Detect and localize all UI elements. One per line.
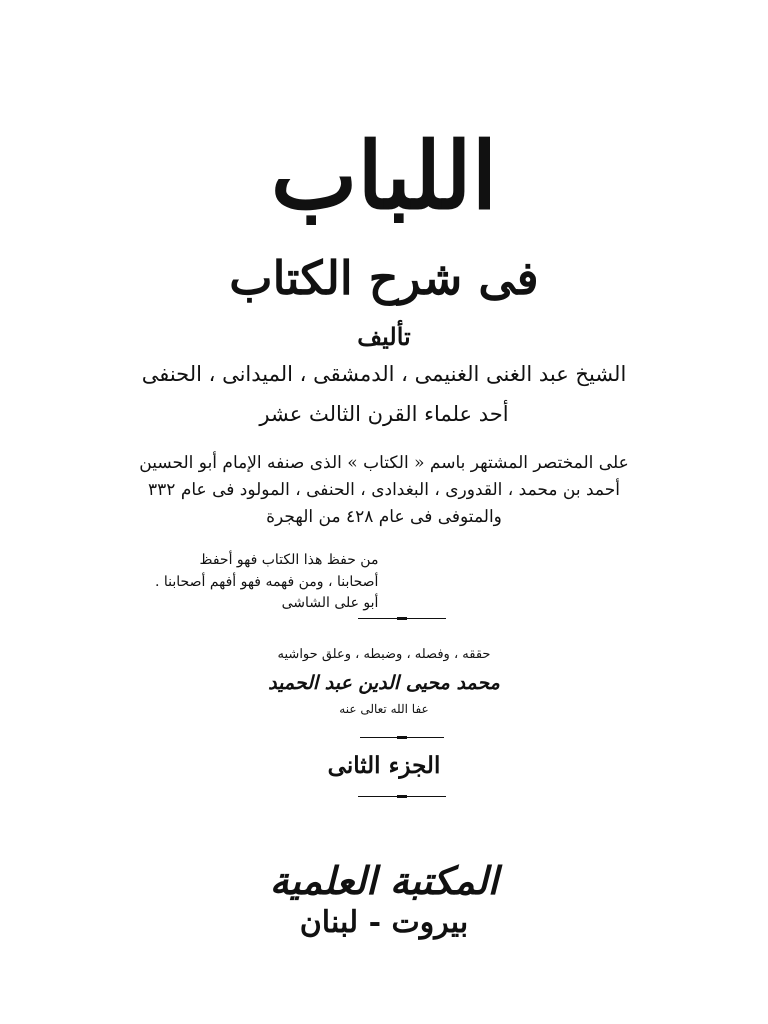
editing-credit-label: حققه ، وفصله ، وضبطه ، وعلق حواشيه [277, 647, 491, 662]
commentary-line-3: والمتوفى فى عام ٤٢٨ من الهجرة [266, 507, 502, 528]
author-era: أحد علماء القرن الثالث عشر [259, 402, 509, 426]
divider-ornament-icon [397, 795, 407, 798]
quote-line-1: من حفظ هذا الكتاب فهو أحفظ [199, 552, 379, 568]
quote-line-2: أصحابنا ، ومن فهمه فهو أفهم أصحابنا . [155, 573, 379, 590]
publisher-name: المكتبة العلمية [269, 858, 499, 903]
book-title: اللباب [270, 122, 498, 230]
commentary-description [0, 450, 768, 532]
authored-label: تأليف [357, 322, 411, 351]
epigraph-quote [155, 550, 378, 615]
ornament-divider-2 [360, 737, 444, 738]
publisher-city: بيروت - لبنان [299, 905, 469, 940]
editor-pardon: عفا الله تعالى عنه [339, 702, 429, 716]
commentary-line-2: أحمد بن محمد ، القدورى ، البغدادى ، الحنفى ، المولود فى عام ٣٣٢ [148, 480, 620, 501]
quote-attribution: أبو على الشاشى [281, 595, 379, 612]
ornament-divider-3 [358, 796, 446, 797]
divider-ornament-icon [397, 617, 407, 620]
editor-signature: محمد محيى الدين عبد الحميد [268, 672, 500, 694]
book-subtitle: فى شرح الكتاب [229, 251, 539, 305]
divider-ornament-icon [397, 736, 407, 739]
commentary-line-1: على المختصر المشتهر باسم « الكتاب » الذى صنفه الإمام أبو الحسين [139, 453, 629, 473]
author-name: الشيخ عبد الغنى الغنيمى ، الدمشقى ، الميدانى ، الحنفى [141, 362, 627, 386]
ornament-divider-1 [358, 618, 446, 619]
volume-label: الجزء الثانى [327, 752, 441, 779]
